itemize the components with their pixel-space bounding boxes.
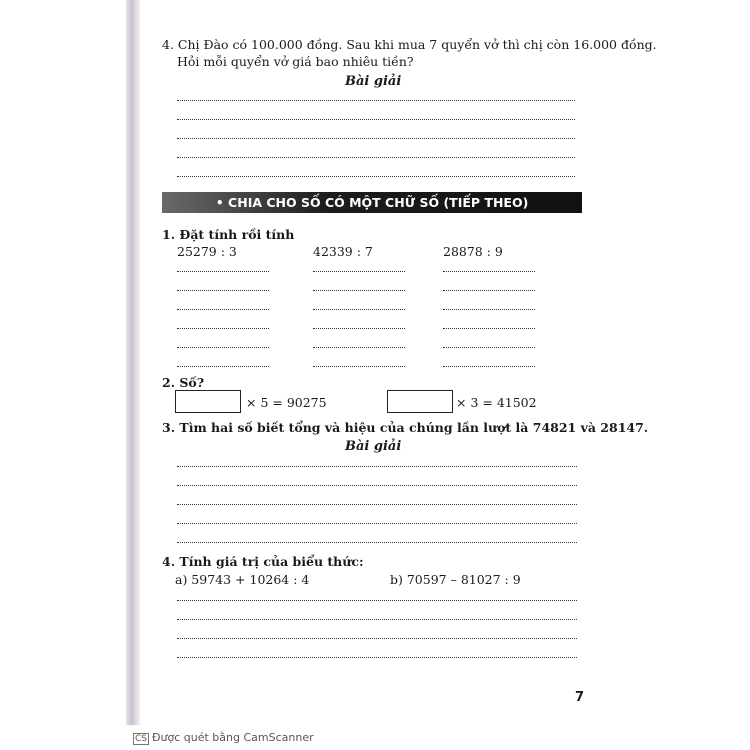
problem-3: 28878 : 9 <box>443 244 503 259</box>
answer-line[interactable] <box>177 542 577 543</box>
answer-line[interactable] <box>177 466 577 467</box>
answer-line[interactable] <box>177 600 577 601</box>
answer-line[interactable] <box>177 176 575 177</box>
working-line[interactable] <box>313 309 405 310</box>
problem-2: 42339 : 7 <box>313 244 373 259</box>
answer-line[interactable] <box>177 100 575 101</box>
answer-box-1[interactable] <box>175 390 241 413</box>
section-header: • CHIA CHO SỐ CÓ MỘT CHỮ SỐ (TIẾP THEO) <box>162 192 582 213</box>
answer-line[interactable] <box>177 619 577 620</box>
working-line[interactable] <box>443 290 535 291</box>
question-4-title: 4. Tính giá trị của biểu thức: <box>162 554 364 569</box>
question-4-top-line1: 4. Chị Đào có 100.000 đồng. Sau khi mua 7 quyển vở thì chị còn 16.000 đồng. <box>162 37 657 52</box>
working-line[interactable] <box>313 271 405 272</box>
equation-2: × 3 = 41502 <box>456 395 537 410</box>
answer-line[interactable] <box>177 138 575 139</box>
working-line[interactable] <box>177 347 269 348</box>
answer-line[interactable] <box>177 523 577 524</box>
working-line[interactable] <box>313 328 405 329</box>
answer-line[interactable] <box>177 504 577 505</box>
camscanner-logo-icon: CS <box>135 734 147 744</box>
working-line[interactable] <box>443 347 535 348</box>
question-1-title: 1. Đặt tính rồi tính <box>162 227 295 242</box>
footer-text: Được quét bằng CamScanner <box>152 731 314 744</box>
working-line[interactable] <box>177 271 269 272</box>
answer-line[interactable] <box>177 638 577 639</box>
working-line[interactable] <box>177 290 269 291</box>
scanner-footer <box>133 731 314 745</box>
question-2-title: 2. Số? <box>162 375 205 390</box>
working-line[interactable] <box>313 347 405 348</box>
working-line[interactable] <box>443 271 535 272</box>
answer-line[interactable] <box>177 657 577 658</box>
working-line[interactable] <box>443 309 535 310</box>
solution-label: Bài giải <box>345 439 402 454</box>
working-line[interactable] <box>443 366 535 367</box>
page-edge-shadow <box>126 0 140 725</box>
equation-1: × 5 = 90275 <box>246 395 327 410</box>
working-line[interactable] <box>313 366 405 367</box>
solution-label: Bài giải <box>345 74 402 89</box>
question-4-top-line2: Hỏi mỗi quyển vở giá bao nhiêu tiền? <box>177 54 414 69</box>
answer-line[interactable] <box>177 157 575 158</box>
working-line[interactable] <box>443 328 535 329</box>
answer-line[interactable] <box>177 485 577 486</box>
problem-1: 25279 : 3 <box>177 244 237 259</box>
question-3-title: 3. Tìm hai số biết tổng và hiệu của chúng lần lượt là 74821 và 28147. <box>162 420 649 435</box>
expression-a: a) 59743 + 10264 : 4 <box>175 572 310 587</box>
expression-b: b) 70597 – 81027 : 9 <box>390 572 521 587</box>
working-line[interactable] <box>313 290 405 291</box>
working-line[interactable] <box>177 309 269 310</box>
answer-line[interactable] <box>177 119 575 120</box>
answer-box-2[interactable] <box>387 390 453 413</box>
page-number: 7 <box>575 690 585 705</box>
working-line[interactable] <box>177 366 269 367</box>
working-line[interactable] <box>177 328 269 329</box>
